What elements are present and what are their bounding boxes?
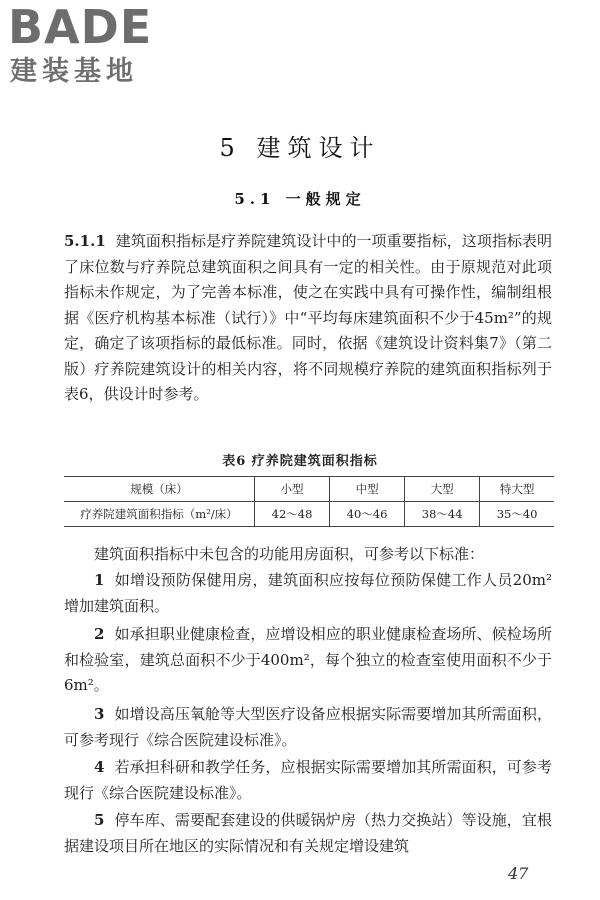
item-number: 2: [94, 625, 105, 643]
list-item: [64, 755, 552, 806]
table-cell: 35～40: [480, 502, 554, 527]
page-number: 47: [508, 864, 529, 883]
table-header-cell: 中型: [330, 477, 405, 502]
section-title: 5.1 一般规定: [234, 190, 366, 208]
list-item: [64, 568, 552, 619]
area-index-table: [64, 476, 554, 527]
clause-paragraph: [64, 229, 552, 408]
item-number: 5: [94, 811, 105, 829]
logo-latin-text: BADE: [8, 0, 153, 54]
table-cell: 42～48: [255, 502, 330, 527]
item-number: 3: [94, 705, 105, 723]
list-item: [64, 622, 552, 699]
item-text: 如增设高压氧舱等大型医疗设备应根据实际需要增加其所需面积，可参考现行《综合医院建设标准》。: [64, 705, 552, 749]
table-row: [64, 502, 554, 527]
item-number: 1: [94, 571, 105, 589]
table-cell: 40～46: [330, 502, 405, 527]
list-item: [64, 808, 552, 859]
chapter-title: 5 建筑设计: [219, 134, 381, 162]
clause-number: 5.1.1: [64, 232, 106, 250]
intro-paragraph: 建筑面积指标中未包含的功能用房面积，可参考以下标准：: [94, 545, 485, 563]
table-header-cell: 特大型: [480, 477, 554, 502]
table-caption: 表6 疗养院建筑面积指标: [222, 454, 378, 469]
logo-chinese-text: 建装基地: [10, 56, 138, 87]
bade-logo: [8, 2, 178, 92]
item-text: 如增设预防保健用房，建筑面积应按每位预防保健工作人员20m²增加建筑面积。: [64, 571, 552, 615]
table-header-cell: 规模（床）: [64, 477, 255, 502]
clause-text: 建筑面积指标是疗养院建筑设计中的一项重要指标，这项指标表明了床位数与疗养院总建筑面积之间具有一定的相关性。由于原规范对此项指标未作规定，为了完善本标准，使之在实践中具有可操作性，编制组根据《医疗机构基本标准（试行）》中“平均每床建筑面积不少于45m²”的规定，确定了该项指标的最低标准。同时，依据《建筑设计资料集7》（第二版）疗养院建筑设计的相关内容，将不同规模疗养院的建筑面积指标列于表6，供设计时参考。: [64, 232, 552, 403]
table-header-cell: 小型: [255, 477, 330, 502]
item-text: 若承担科研和教学任务，应根据实际需要增加其所需面积，可参考现行《综合医院建设标准》。: [64, 758, 552, 802]
item-text: 如承担职业健康检查，应增设相应的职业健康检查场所、候检场所和检验室，建筑总面积不少于400m²，每个独立的检查室使用面积不少于6m²。: [64, 625, 552, 694]
item-number: 4: [94, 758, 105, 776]
table-cell: 38～44: [405, 502, 480, 527]
item-text: 停车库、需要配套建设的供暖锅炉房（热力交换站）等设施，宜根据建设项目所在地区的实际情况和有关规定增设建筑: [64, 811, 552, 855]
list-item: [64, 702, 552, 753]
table-header-row: [64, 477, 554, 502]
table-header-cell: 大型: [405, 477, 480, 502]
table-cell: 疗养院建筑面积指标（m²/床）: [64, 502, 255, 527]
